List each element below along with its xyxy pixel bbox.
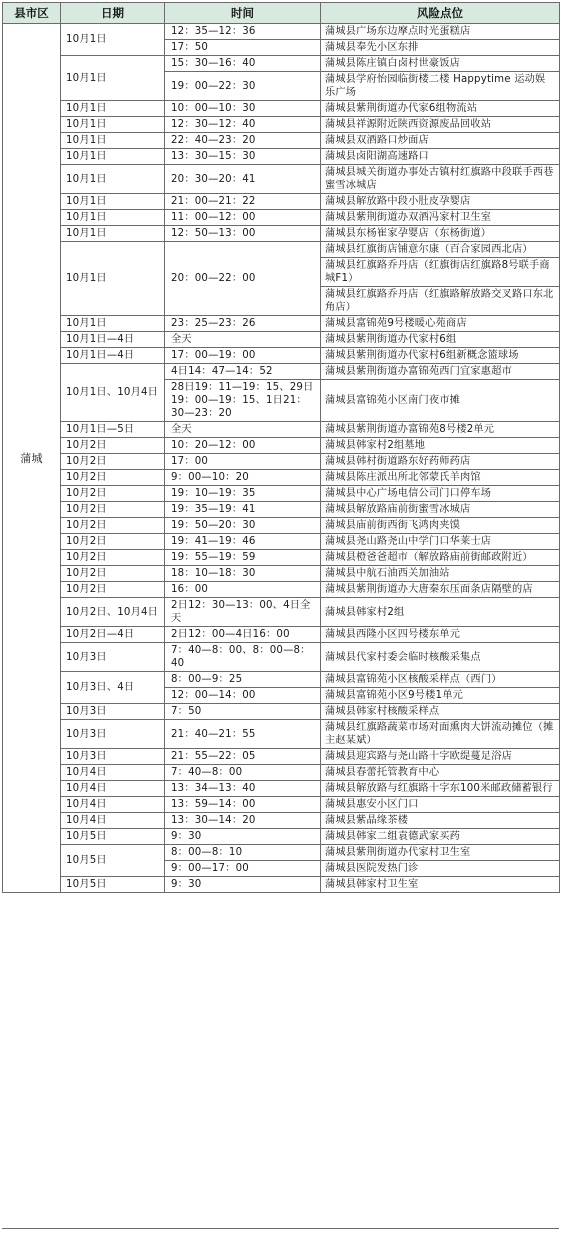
location-cell: 蒲城县奉先小区东排: [321, 40, 560, 56]
time-cell: 7：40—8：00: [165, 765, 321, 781]
table-row: [3, 364, 560, 380]
table-row: [3, 813, 560, 829]
table-row: [3, 765, 560, 781]
time-cell: 全天: [165, 332, 321, 348]
location-cell: 蒲城县紫荆街道办富锦苑西门宜家惠超市: [321, 364, 560, 380]
table-row: [3, 316, 560, 332]
time-cell: 11：00—12：00: [165, 210, 321, 226]
location-cell: 蒲城县迎宾路与尧山路十字欧缇蔓足浴店: [321, 749, 560, 765]
date-cell: 10月2日: [61, 486, 165, 502]
table-row: [3, 194, 560, 210]
location-cell: 蒲城县红旗街店铺意尔康（百合家园西北店）: [321, 242, 560, 258]
time-cell: 全天: [165, 422, 321, 438]
location-cell: 蒲城县紫荆街道办富锦苑8号楼2单元: [321, 422, 560, 438]
date-cell: 10月2日—4日: [61, 627, 165, 643]
location-cell: 蒲城县东杨崔家孕婴店（东杨街道）: [321, 226, 560, 242]
time-cell: 13：34—13：40: [165, 781, 321, 797]
table-row: [3, 165, 560, 194]
table-row: [3, 598, 560, 627]
time-cell: 9：30: [165, 877, 321, 893]
date-cell: 10月1日: [61, 117, 165, 133]
table-row: [3, 518, 560, 534]
date-cell: 10月1日、10月4日: [61, 364, 165, 422]
date-cell: 10月2日: [61, 534, 165, 550]
table-row: [3, 470, 560, 486]
time-cell: 19：35—19：41: [165, 502, 321, 518]
time-cell: 12：30—12：40: [165, 117, 321, 133]
location-cell: 蒲城县紫荆街道办双酒冯家村卫生室: [321, 210, 560, 226]
time-cell: 7：40—8：00、8：00—8：40: [165, 643, 321, 672]
table-row: [3, 210, 560, 226]
date-cell: 10月4日: [61, 797, 165, 813]
table-row: [3, 242, 560, 258]
time-cell: 28日19：11—19：15、29日19：00—19：15、1日21：30—23：20: [165, 380, 321, 422]
header-time: 时间: [165, 3, 321, 24]
location-cell: 蒲城县解放路庙前街蜜雪冰城店: [321, 502, 560, 518]
time-cell: 17：00—19：00: [165, 348, 321, 364]
date-cell: 10月1日—5日: [61, 422, 165, 438]
date-cell: 10月1日: [61, 133, 165, 149]
time-cell: 21：55—22：05: [165, 749, 321, 765]
date-cell: 10月1日: [61, 56, 165, 101]
date-cell: 10月2日: [61, 550, 165, 566]
location-cell: 蒲城县卤阳湖高速路口: [321, 149, 560, 165]
date-cell: 10月1日: [61, 194, 165, 210]
time-cell: 19：41—19：46: [165, 534, 321, 550]
time-cell: 18：10—18：30: [165, 566, 321, 582]
time-cell: 19：50—20：30: [165, 518, 321, 534]
date-cell: 10月3日: [61, 643, 165, 672]
date-cell: 10月5日: [61, 845, 165, 877]
table-row: [3, 422, 560, 438]
time-cell: 21：00—21：22: [165, 194, 321, 210]
date-cell: 10月2日、10月4日: [61, 598, 165, 627]
table-row: [3, 133, 560, 149]
header-location: 风险点位: [321, 3, 560, 24]
location-cell: 蒲城县中航石油西关加油站: [321, 566, 560, 582]
location-cell: 蒲城县解放路与红旗路十字东100米邮政储蓄银行: [321, 781, 560, 797]
county-cell: 蒲城: [3, 24, 61, 893]
date-cell: 10月4日: [61, 765, 165, 781]
location-cell: 蒲城县富锦苑小区核酸采样点（西门）: [321, 672, 560, 688]
location-cell: 蒲城县红旗路乔丹店（红旗路解放路交叉路口东北角店）: [321, 287, 560, 316]
time-cell: 7：50: [165, 704, 321, 720]
table-row: [3, 704, 560, 720]
date-cell: 10月5日: [61, 829, 165, 845]
table-row: [3, 502, 560, 518]
time-cell: 12：50—13：00: [165, 226, 321, 242]
location-cell: 蒲城县西隆小区四号楼东单元: [321, 627, 560, 643]
location-cell: 蒲城县富锦苑小区9号楼1单元: [321, 688, 560, 704]
table-row: [3, 226, 560, 242]
location-cell: 蒲城县韩家村2组: [321, 598, 560, 627]
location-cell: 蒲城县红旗路蔬菜市场对面熏肉大饼流动摊位（摊主赵某斌）: [321, 720, 560, 749]
table-row: [3, 24, 560, 40]
risk-location-table: [2, 2, 560, 893]
table-row: [3, 550, 560, 566]
table-row: [3, 672, 560, 688]
date-cell: 10月4日: [61, 813, 165, 829]
date-cell: 10月3日: [61, 720, 165, 749]
time-cell: 9：00—17：00: [165, 861, 321, 877]
time-cell: 16：00: [165, 582, 321, 598]
table-row: [3, 486, 560, 502]
date-cell: 10月2日: [61, 582, 165, 598]
table-continuation-border: [2, 1228, 559, 1229]
location-cell: 蒲城县紫荆街道办代家村卫生室: [321, 845, 560, 861]
date-cell: 10月2日: [61, 566, 165, 582]
time-cell: 9：30: [165, 829, 321, 845]
table-row: [3, 797, 560, 813]
time-cell: 10：00—10：30: [165, 101, 321, 117]
time-cell: 8：00—9：25: [165, 672, 321, 688]
date-cell: 10月1日: [61, 101, 165, 117]
table-row: [3, 117, 560, 133]
date-cell: 10月1日: [61, 24, 165, 56]
table-row: [3, 627, 560, 643]
location-cell: 蒲城县韩家村核酸采样点: [321, 704, 560, 720]
time-cell: 2日12：00—4日16：00: [165, 627, 321, 643]
table-body: [3, 24, 560, 893]
location-cell: 蒲城县医院发热门诊: [321, 861, 560, 877]
time-cell: 13：30—15：30: [165, 149, 321, 165]
time-cell: 12：35—12：36: [165, 24, 321, 40]
date-cell: 10月1日: [61, 165, 165, 194]
location-cell: 蒲城县韩家二组袁德武家买药: [321, 829, 560, 845]
date-cell: 10月1日: [61, 149, 165, 165]
time-cell: 22：40—23：20: [165, 133, 321, 149]
location-cell: 蒲城县学府怡园临街楼二楼 Happytime 运动娱乐广场: [321, 72, 560, 101]
time-cell: 13：30—14：20: [165, 813, 321, 829]
time-cell: 13：59—14：00: [165, 797, 321, 813]
date-cell: 10月2日: [61, 470, 165, 486]
date-cell: 10月2日: [61, 502, 165, 518]
time-cell: 20：30—20：41: [165, 165, 321, 194]
time-cell: 12：00—14：00: [165, 688, 321, 704]
location-cell: 蒲城县紫荆街道办代家6组物流站: [321, 101, 560, 117]
location-cell: 蒲城县红旗路乔丹店（红旗街店红旗路8号联手商城F1）: [321, 258, 560, 287]
time-cell: 2日12：30—13：00、4日全天: [165, 598, 321, 627]
date-cell: 10月2日: [61, 454, 165, 470]
table-row: [3, 829, 560, 845]
location-cell: 蒲城县庙前街西街飞鸿肉夹馍: [321, 518, 560, 534]
table-continuation: [0, 1228, 561, 1236]
table-row: [3, 566, 560, 582]
table-row: [3, 101, 560, 117]
table-row: [3, 749, 560, 765]
date-cell: 10月3日、4日: [61, 672, 165, 704]
time-cell: 8：00—8：10: [165, 845, 321, 861]
time-cell: 4日14：47—14：52: [165, 364, 321, 380]
time-cell: 23：25—23：26: [165, 316, 321, 332]
location-cell: 蒲城县紫荆街道办代家村6组: [321, 332, 560, 348]
table-row: [3, 149, 560, 165]
date-cell: 10月1日—4日: [61, 332, 165, 348]
time-cell: 19：10—19：35: [165, 486, 321, 502]
table-row: [3, 438, 560, 454]
location-cell: 蒲城县代家村委会临时核酸采集点: [321, 643, 560, 672]
header-county: 县市区: [3, 3, 61, 24]
location-cell: 蒲城县双酒路口炒面店: [321, 133, 560, 149]
location-cell: 蒲城县春蕾托管教育中心: [321, 765, 560, 781]
table-row: [3, 781, 560, 797]
date-cell: 10月1日—4日: [61, 348, 165, 364]
table-row: [3, 56, 560, 72]
date-cell: 10月1日: [61, 226, 165, 242]
location-cell: 蒲城县广场东边摩点时光蛋糕店: [321, 24, 560, 40]
time-cell: 10：20—12：00: [165, 438, 321, 454]
table-row: [3, 845, 560, 861]
date-cell: 10月2日: [61, 518, 165, 534]
table-row: [3, 534, 560, 550]
location-cell: 蒲城县祥源附近陕西资源废品回收站: [321, 117, 560, 133]
date-cell: 10月1日: [61, 316, 165, 332]
location-cell: 蒲城县解放路中段小肚皮孕婴店: [321, 194, 560, 210]
time-cell: 15：30—16：40: [165, 56, 321, 72]
location-cell: 蒲城县韩家村2组墓地: [321, 438, 560, 454]
table-row: [3, 348, 560, 364]
location-cell: 蒲城县富锦苑小区南门夜市摊: [321, 380, 560, 422]
location-cell: 蒲城县中心广场电信公司门口停车场: [321, 486, 560, 502]
table-row: [3, 332, 560, 348]
location-cell: 蒲城县紫晶缘茶楼: [321, 813, 560, 829]
location-cell: 蒲城县紫荆街道办代家村6组新概念篮球场: [321, 348, 560, 364]
table-row: [3, 454, 560, 470]
table-row: [3, 877, 560, 893]
time-cell: 19：00—22：30: [165, 72, 321, 101]
table-row: [3, 720, 560, 749]
table-header-row: [3, 3, 560, 24]
location-cell: 蒲城县陈庄镇白卤村世豪饭店: [321, 56, 560, 72]
date-cell: 10月3日: [61, 749, 165, 765]
location-cell: 蒲城县惠安小区门口: [321, 797, 560, 813]
time-cell: 17：00: [165, 454, 321, 470]
date-cell: 10月4日: [61, 781, 165, 797]
location-cell: 蒲城县城关街道办事处古镇村红旗路中段联手西巷蜜雪冰城店: [321, 165, 560, 194]
table-row: [3, 643, 560, 672]
location-cell: 蒲城县紫荆街道办大唐秦东压面条店隔壁的店: [321, 582, 560, 598]
time-cell: 9：00—10：20: [165, 470, 321, 486]
time-cell: 21：40—21：55: [165, 720, 321, 749]
location-cell: 蒲城县韩家村卫生室: [321, 877, 560, 893]
date-cell: 10月3日: [61, 704, 165, 720]
date-cell: 10月1日: [61, 242, 165, 316]
location-cell: 蒲城县韩村街道路东好药师药店: [321, 454, 560, 470]
time-cell: 17：50: [165, 40, 321, 56]
location-cell: 蒲城县尧山路尧山中学门口华莱士店: [321, 534, 560, 550]
time-cell: 19：55—19：59: [165, 550, 321, 566]
table-row: [3, 582, 560, 598]
date-cell: 10月2日: [61, 438, 165, 454]
location-cell: 蒲城县陈庄派出所北邻蒙氏羊肉馆: [321, 470, 560, 486]
location-cell: 蒲城县橙爸爸超市（解放路庙前街邮政附近）: [321, 550, 560, 566]
date-cell: 10月5日: [61, 877, 165, 893]
location-cell: 蒲城县富锦苑9号楼暖心苑商店: [321, 316, 560, 332]
header-date: 日期: [61, 3, 165, 24]
time-cell: 20：00—22：00: [165, 242, 321, 316]
date-cell: 10月1日: [61, 210, 165, 226]
